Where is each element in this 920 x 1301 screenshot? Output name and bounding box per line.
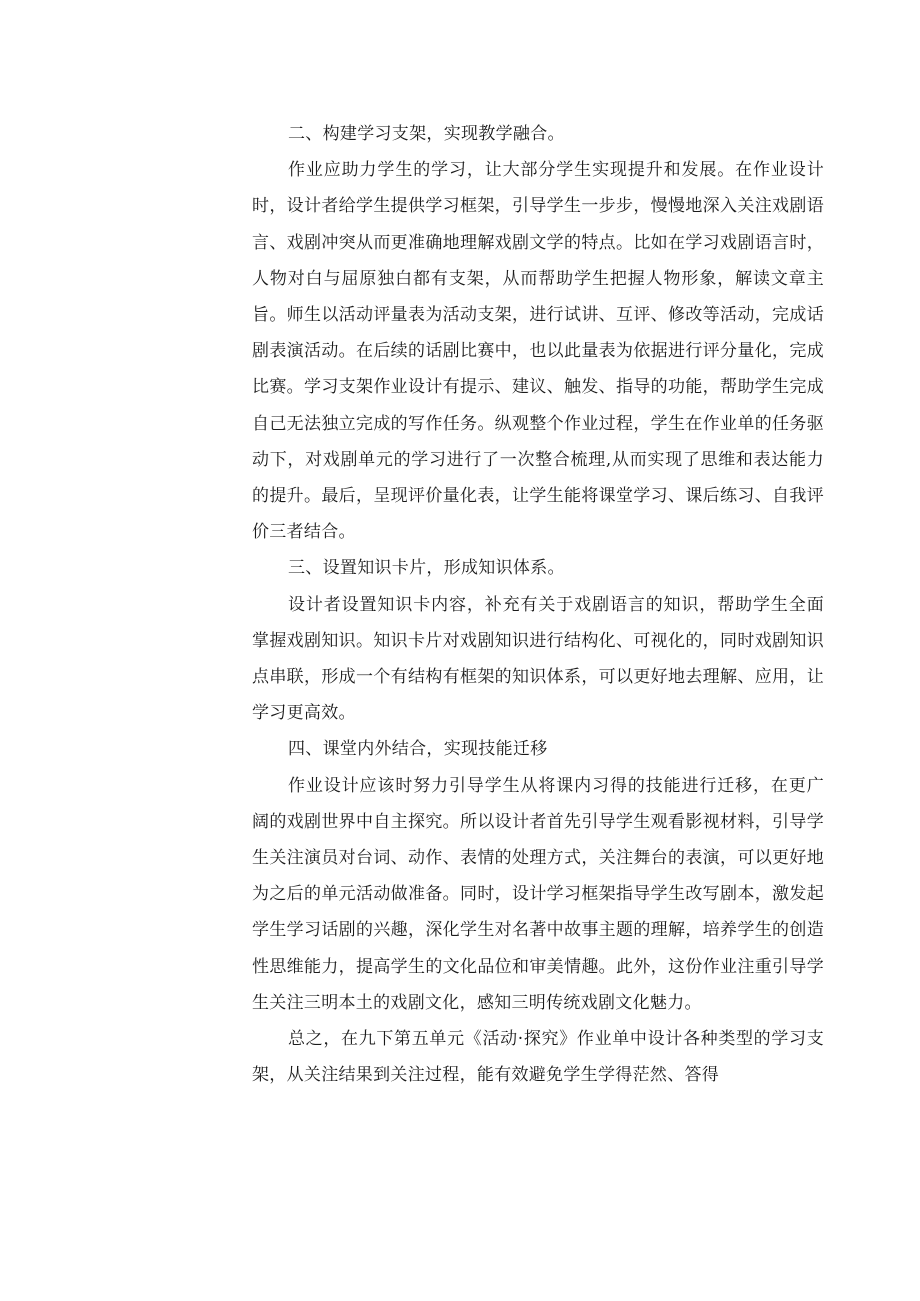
paragraph-conclusion: 总之，在九下第五单元《活动·探究》作业单中设计各种类型的学习支架，从关注结果到关注过程，能有效避免学生学得茫然、答得 (252, 1029, 824, 1086)
paragraph: 作业应助力学生的学习，让大部分学生实现提升和发展。在作业设计时，设计者给学生提供学习框架，引导学生一步步，慢慢地深入关注戏剧语言、戏剧冲突从而更准确地理解戏剧文学的特点。比如在学习戏剧语言时，人物对白与屈原独白都有支架，从而帮助学生把握人物形象，解读文章主旨。师生以活动评量表为活动支架，进行试讲、互评、修改等活动，完成话剧表演活动。在后续的话剧比赛中，也以此量表为依据进行评分量化，完成比赛。学习支架作业设计有提示、建议、触发、指导的功能，帮助学生完成自己无法独立完成的写作任务。纵观整个作业过程，学生在作业单的任务驱动下，对戏剧单元的学习进行了一次整合梳理,从而实现了思维和表达能力的提升。最后，呈现评价量化表，让学生能将课堂学习、课后练习、自我评价三者结合。 (252, 160, 824, 543)
section-heading-4: 四、课堂内外结合，实现技能迁移 (288, 739, 548, 760)
document-body (252, 116, 824, 1093)
section-heading-2: 二、构建学习支架，实现教学融合。 (288, 124, 565, 144)
paragraph: 作业设计应该时努力引导学生从将课内习得的技能进行迁移，在更广阔的戏剧世界中自主探究。所以设计者首先引导学生观看影视材料，引导学生关注演员对台词、动作、表情的处理方式，关注舞台的表演，可以更好地为之后的单元活动做准备。同时，设计学习框架指导学生改写剧本，激发起学生学习话剧的兴趣，深化学生对名著中故事主题的理解，培养学生的创造性思维能力，提高学生的文化品位和审美情趣。此外，这份作业注重引导学生关注三明本土的戏剧文化，感知三明传统戏剧文化魅力。 (252, 775, 824, 1013)
section-heading-3: 三、设置知识卡片，形成知识体系。 (288, 558, 565, 579)
paragraph: 设计者设置知识卡内容，补充有关于戏剧语言的知识，帮助学生全面掌握戏剧知识。知识卡片对戏剧知识进行结构化、可视化的，同时戏剧知识点串联，形成一个有结构有框架的知识体系，可以更好地去理解、应用，让学习更高效。 (252, 594, 824, 724)
